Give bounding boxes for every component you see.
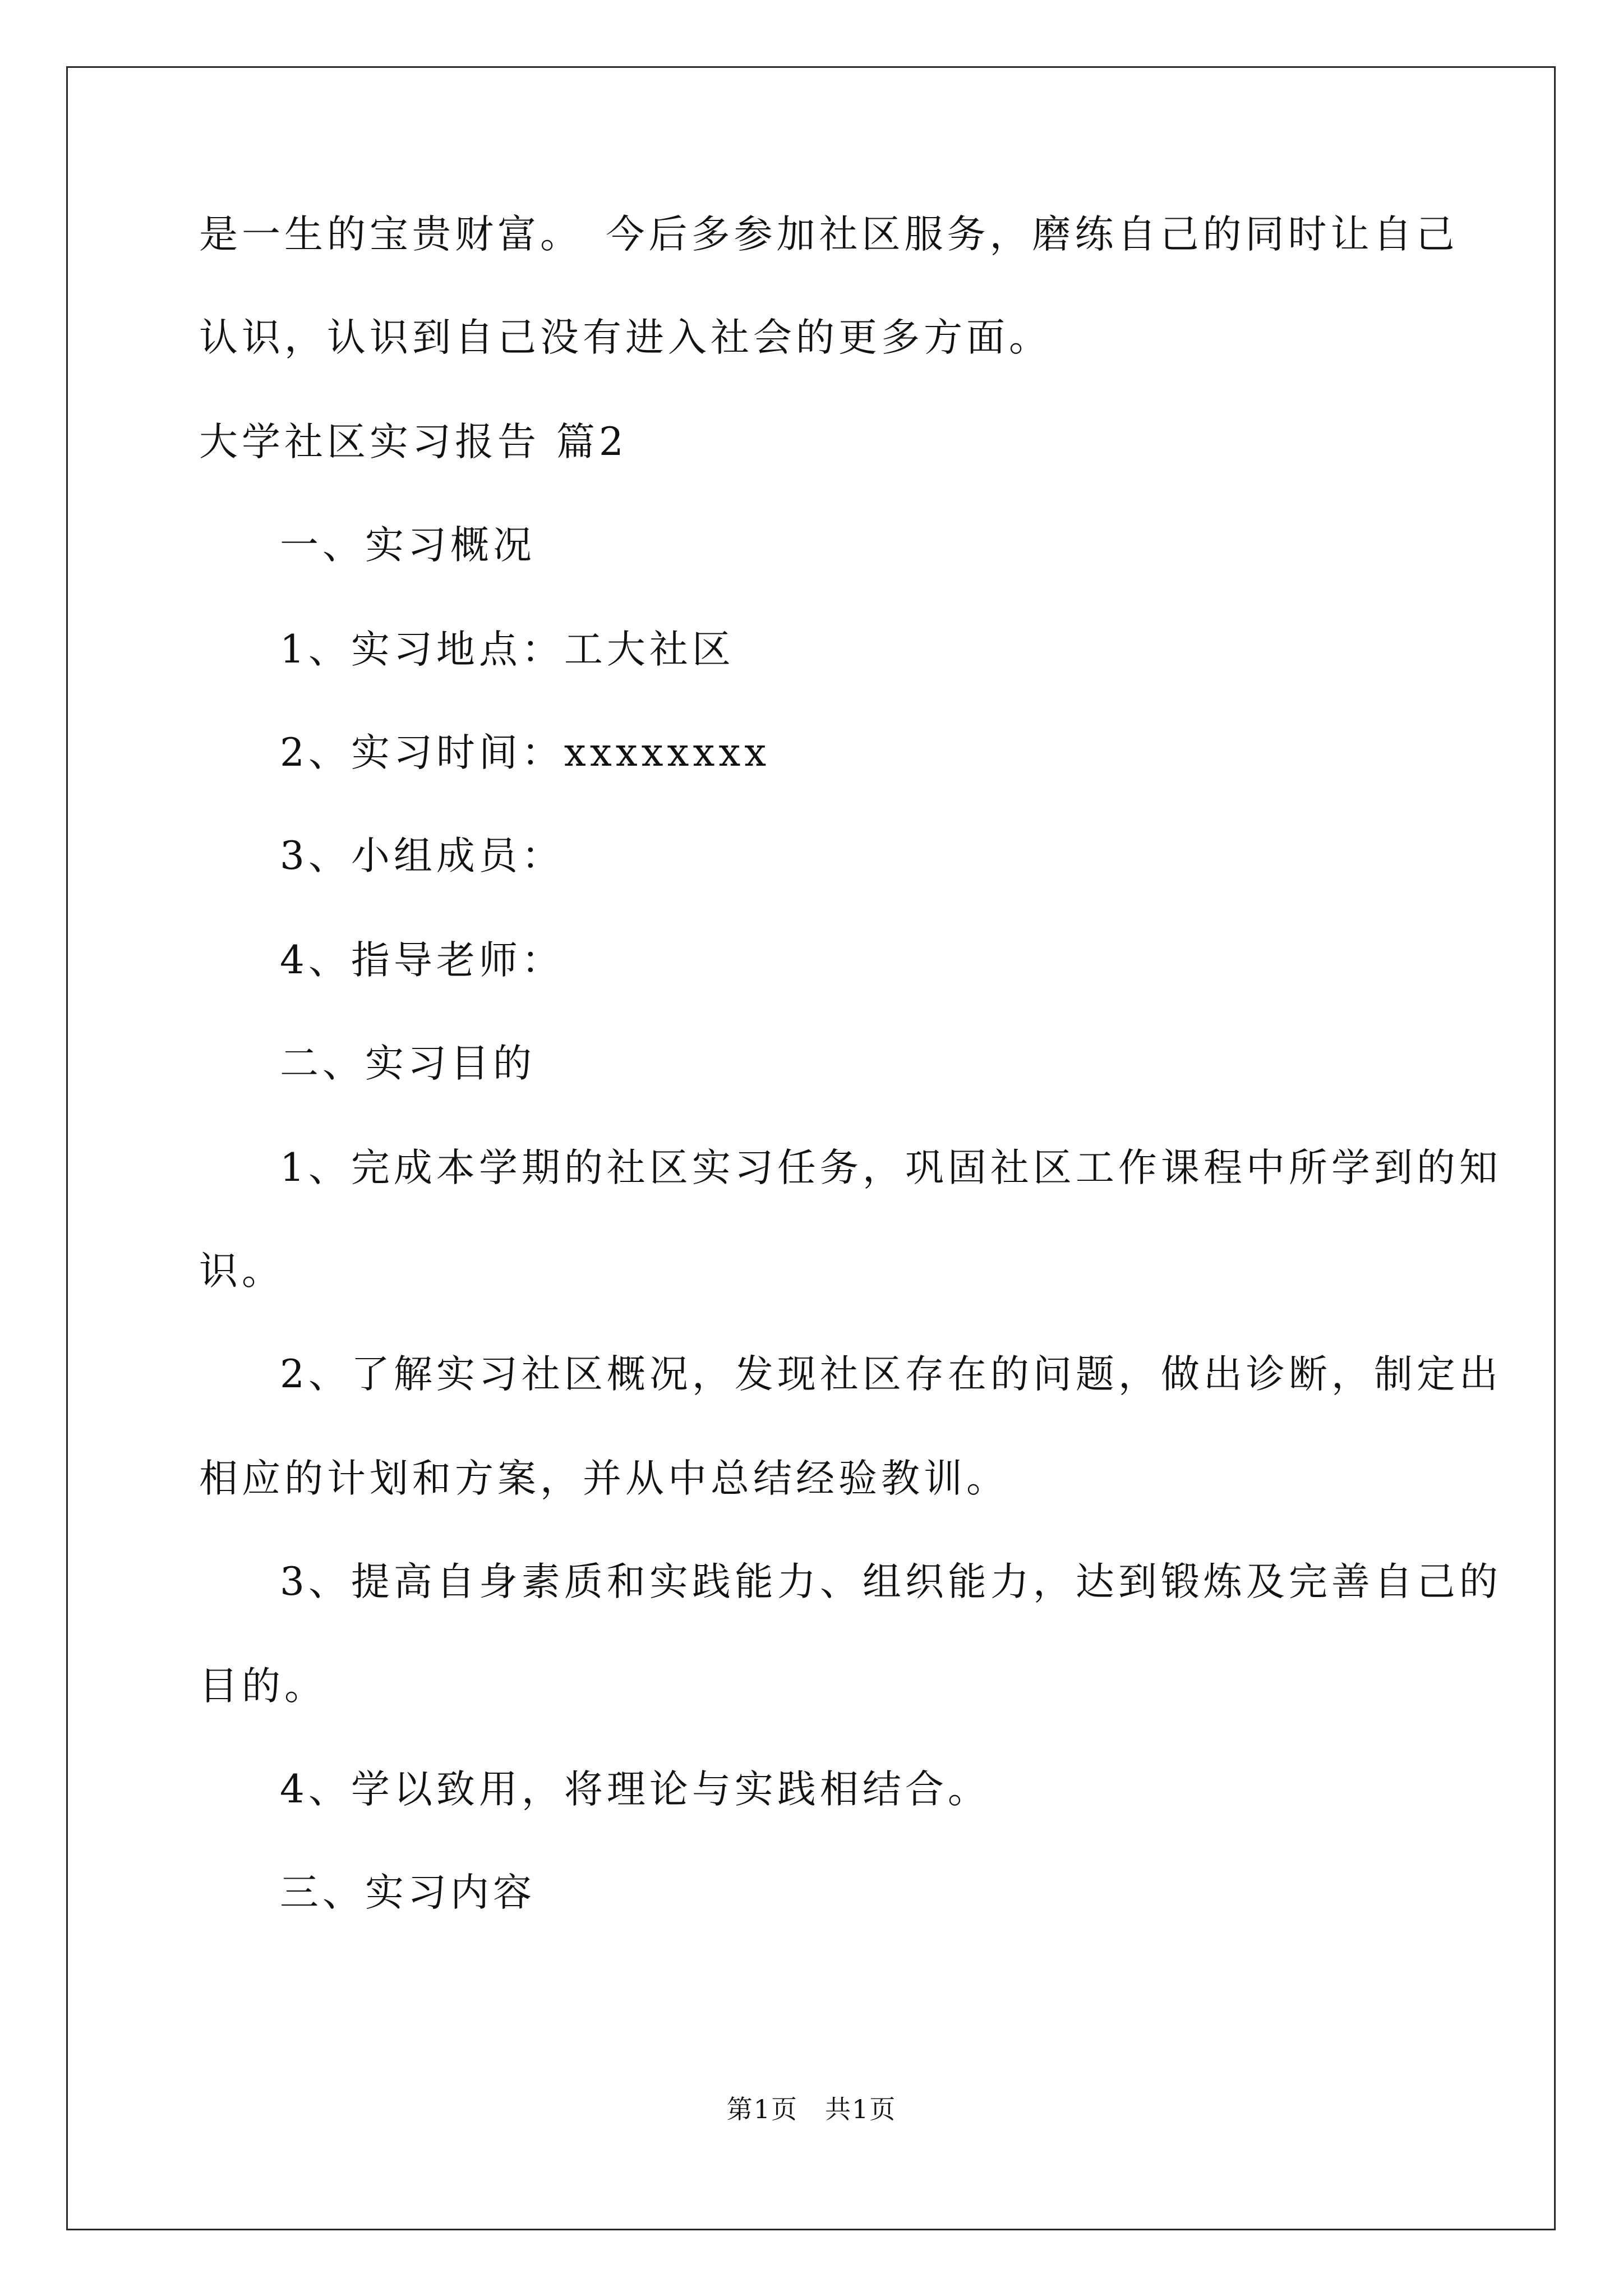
heading-purpose: 二、实习目的 <box>280 1041 536 1086</box>
purpose-item-3: 3、提高自身素质和实践能力、组织能力，达到锻炼及完善自己的 <box>280 1559 1502 1604</box>
purpose-item-2-cont: 相应的计划和方案，并从中总结经验教训。 <box>199 1456 1009 1501</box>
heading-content: 三、实习内容 <box>280 1870 536 1915</box>
purpose-item-1-cont: 识。 <box>199 1249 284 1294</box>
overview-location: 1、实习地点：工大社区 <box>280 627 735 672</box>
purpose-item-3-cont: 目的。 <box>199 1664 327 1709</box>
body-line: 认识，认识到自己没有进入社会的更多方面。 <box>199 315 1052 360</box>
page-number: 第1页 共1页 <box>726 2094 897 2124</box>
overview-advisor: 4、指导老师： <box>280 938 564 983</box>
overview-time: 2、实习时间：xxxxxxxx <box>280 730 771 775</box>
purpose-item-4: 4、学以致用，将理论与实践相结合。 <box>280 1767 990 1812</box>
heading-overview: 一、实习概况 <box>280 523 536 568</box>
purpose-item-2: 2、了解实习社区概况，发现社区存在的问题，做出诊断，制定出 <box>280 1352 1502 1397</box>
body-line: 是一生的宝贵财富。 今后多参加社区服务，磨练自己的同时让自己 <box>199 212 1459 257</box>
overview-members: 3、小组成员： <box>280 834 564 878</box>
purpose-item-1: 1、完成本学期的社区实习任务，巩固社区工作课程中所学到的知 <box>280 1145 1502 1190</box>
section-title: 大学社区实习报告 篇2 <box>199 420 628 464</box>
